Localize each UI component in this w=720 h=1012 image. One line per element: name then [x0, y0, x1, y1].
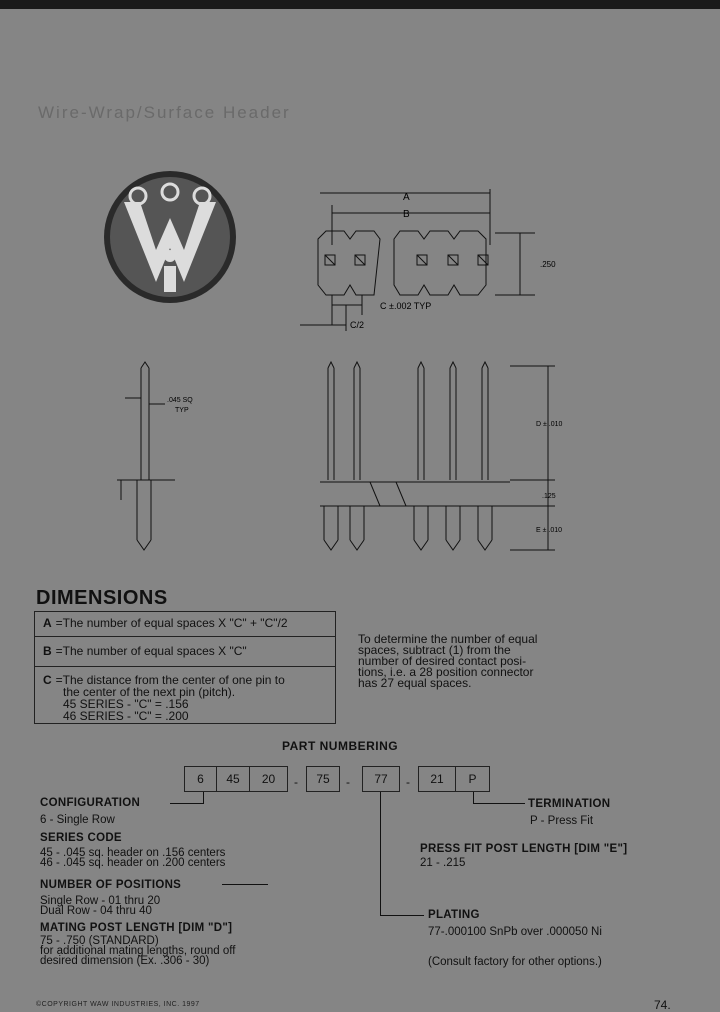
leader-line	[380, 915, 424, 916]
plating-text: 77-.000100 SnPb over .000050 Ni	[428, 926, 602, 938]
dim-b-key: B	[43, 644, 52, 658]
dim-b-text: =The number of equal spaces X "C"	[55, 644, 247, 658]
dim-c-line1: =The distance from the center of one pin to	[55, 673, 285, 687]
positions-heading: NUMBER OF POSITIONS	[40, 879, 182, 891]
dim-a-label: A	[403, 192, 410, 203]
dim-a-text: =The number of equal spaces X "C" + "C"/2	[55, 616, 288, 630]
pn-dash: -	[346, 775, 350, 789]
top-bar	[0, 0, 720, 9]
spacing-note	[358, 634, 578, 689]
press-fit-heading: PRESS FIT POST LENGTH [DIM "E"]	[420, 843, 628, 855]
mating-line: for additional mating lengths, round off	[40, 945, 236, 957]
dim-e-label: E ± .010	[536, 527, 563, 534]
leader-line	[170, 803, 204, 804]
page-header: Wire-Wrap/Surface Header	[38, 103, 291, 122]
termination-heading: TERMINATION	[528, 798, 611, 810]
dimensions-title: DIMENSIONS	[36, 587, 168, 609]
pn-box-plating: 77	[362, 766, 400, 792]
waw-logo	[100, 170, 240, 304]
leader-line	[473, 792, 474, 803]
leader-line	[203, 792, 204, 803]
consult-note: (Consult factory for other options.)	[428, 956, 602, 968]
dim-125-label: .125	[542, 493, 556, 500]
dimensions-box	[34, 611, 336, 724]
pn-dash: -	[294, 775, 298, 789]
copyright-text: ©COPYRIGHT WAW INDUSTRIES, INC. 1997	[36, 1001, 200, 1008]
pn-box-mating: 75	[306, 766, 340, 792]
dim-c-line2: the center of the next pin (pitch).	[63, 685, 236, 699]
configuration-text: 6 - Single Row	[40, 814, 115, 826]
dim-250-label: .250	[540, 260, 556, 269]
leader-line	[222, 884, 268, 885]
configuration-heading: CONFIGURATION	[40, 797, 141, 809]
pn-box-config: 6	[184, 766, 217, 792]
series-code-heading: SERIES CODE	[40, 832, 122, 844]
termination-text: P - Press Fit	[530, 815, 594, 827]
dim-c-line3: 45 SERIES - "C" = .156	[63, 697, 189, 711]
note-line: To determine the number of equal	[358, 632, 538, 646]
page-number: 74.	[654, 998, 671, 1012]
positions-line: Single Row - 01 thru 20	[40, 895, 161, 907]
pn-box-press-fit: 21	[418, 766, 456, 792]
note-line: number of desired contact posi-	[358, 654, 527, 668]
note-line: has 27 equal spaces.	[358, 676, 472, 690]
pn-box-positions: 20	[250, 766, 288, 792]
series-code-line: 45 - .045 sq. header on .156 centers	[40, 847, 226, 859]
plating-heading: PLATING	[428, 909, 480, 921]
dim-c2-label: C/2	[350, 320, 365, 330]
mating-line: 75 - .750 (STANDARD)	[40, 935, 159, 947]
dim-c-key: C	[43, 673, 52, 687]
leader-line	[473, 803, 525, 804]
pin-row-drawing	[310, 360, 610, 560]
note-line: spaces, subtract (1) from the	[358, 643, 511, 657]
dim-a-row	[43, 617, 288, 629]
top-view-drawing	[290, 185, 580, 335]
dim-b-row	[43, 645, 247, 657]
dim-a-key: A	[43, 616, 52, 630]
mating-heading: MATING POST LENGTH [DIM "D"]	[40, 922, 233, 934]
positions-line: Dual Row - 04 thru 40	[40, 905, 152, 917]
dim-c-line4: 46 SERIES - "C" = .200	[63, 709, 189, 723]
mating-line: desired dimension (Ex. .306 - 30)	[40, 955, 210, 967]
leader-line	[380, 792, 381, 915]
divider	[35, 666, 335, 667]
press-fit-text: 21 - .215	[420, 857, 466, 869]
dim-d-label: D ± .010	[536, 421, 563, 428]
note-line: tions, i.e. a 28 position connector	[358, 665, 534, 679]
pn-dash: -	[406, 775, 410, 789]
pn-box-series: 45	[217, 766, 250, 792]
dim-c-label: C ±.002 TYP	[380, 301, 432, 311]
divider	[35, 636, 335, 637]
part-numbering-title: PART NUMBERING	[282, 739, 399, 753]
pn-box-termination: P	[456, 766, 490, 792]
side-view-drawing	[115, 360, 215, 560]
dim-b-label: B	[403, 209, 410, 220]
dim-typ-label: TYP	[175, 407, 189, 414]
dim-045-label: .045 SQ	[167, 397, 193, 404]
series-code-line: 46 - .045 sq. header on .200 centers	[40, 857, 226, 869]
